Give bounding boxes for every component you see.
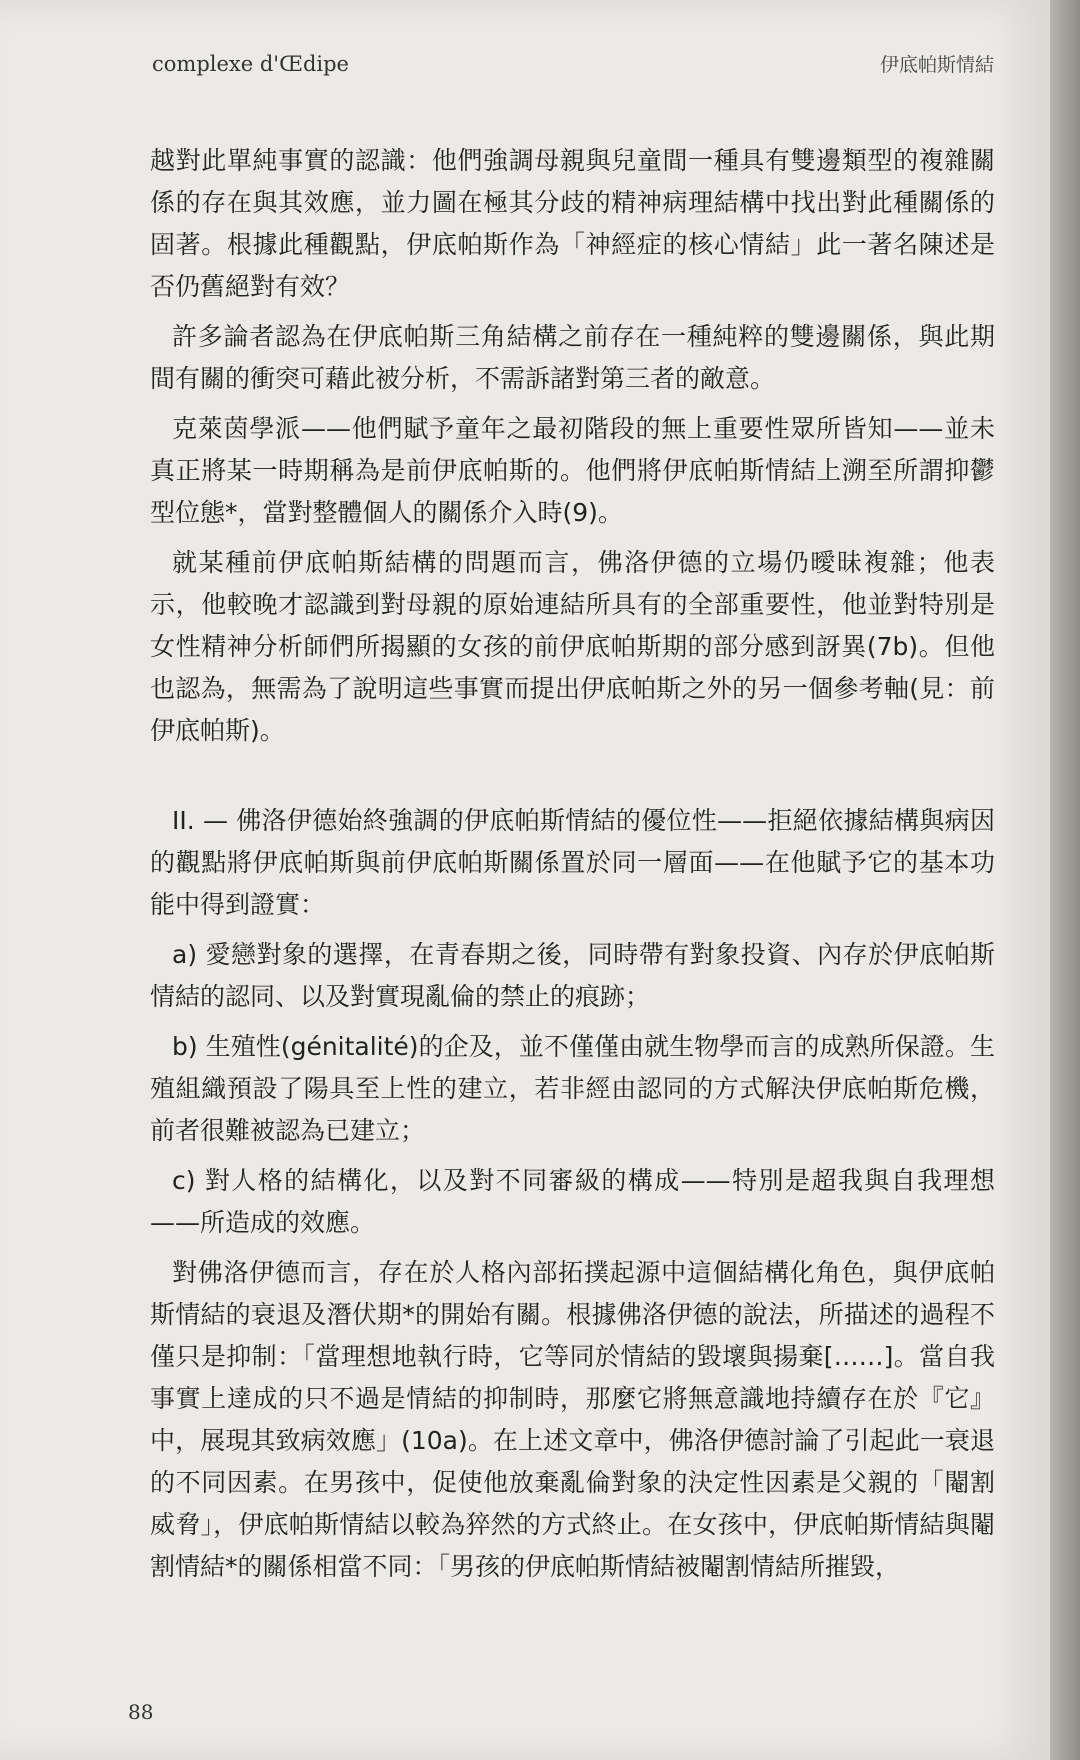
paragraph-3: 克萊茵學派——他們賦予童年之最初階段的無上重要性眾所皆知——並未真正將某一時期稱為是前伊底帕斯的。他們將伊底帕斯情結上溯至所謂抑鬱型位態*，當對整體個人的關係介入時(9)。: [150, 414, 995, 527]
book-spine-shadow: [1050, 0, 1080, 1760]
running-head-french: complexe d'Œdipe: [152, 52, 349, 76]
paragraph-section-ii: II. — 佛洛伊德始終強調的伊底帕斯情結的優位性——拒絕依據結構與病因的觀點將伊底帕斯與前伊底帕斯關係置於同一層面——在他賦予它的基本功能中得到證實：: [150, 806, 995, 919]
list-item-c: c) 對人格的結構化，以及對不同審級的構成——特別是超我與自我理想——所造成的效應。: [150, 1166, 995, 1237]
page-number: 88: [128, 1700, 154, 1724]
running-head-chinese: 伊底帕斯情結: [880, 54, 995, 76]
paragraph-final: 對佛洛伊德而言，存在於人格內部拓撲起源中這個結構化角色，與伊底帕斯情結的衰退及潛伏期*的開始有關。根據佛洛伊德的說法，所描述的過程不僅只是抑制：「當理想地執行時，它等同於情結的毀壞與揚棄[……]。當自我事實上達成的只不過是情結的抑制時，那麼它將無意識地持續存在於『它』中，展現其致病效應」(10a)。在上述文章中，佛洛伊德討論了引起此一衰退的不同因素。在男孩中，促使他放棄亂倫對象的決定性因素是父親的「閹割威脅」，伊底帕斯情結以較為猝然的方式終止。在女孩中，伊底帕斯情結與閹割情結*的關係相當不同：「男孩的伊底帕斯情結被閹割情結所摧毀，: [150, 1258, 995, 1581]
paragraph-1: 越對此單純事實的認識：他們強調母親與兒童間一種具有雙邊類型的複雜關係的存在與其效應，並力圖在極其分歧的精神病理結構中找出對此種關係的固著。根據此種觀點，伊底帕斯作為「神經症的核心情結」此一著名陳述是否仍舊絕對有效？: [150, 146, 995, 301]
section-gap: [150, 760, 995, 800]
list-item-a: a) 愛戀對象的選擇，在青春期之後，同時帶有對象投資、內存於伊底帕斯情結的認同、以及對實現亂倫的禁止的痕跡；: [150, 940, 995, 1011]
list-item-b: b) 生殖性(génitalité)的企及，並不僅僅由就生物學而言的成熟所保證。生殖組織預設了陽具至上性的建立，若非經由認同的方式解決伊底帕斯危機，前者很難被認為已建立；: [150, 1032, 995, 1145]
paragraph-2: 許多論者認為在伊底帕斯三角結構之前存在一種純粹的雙邊關係，與此期間有關的衝突可藉此被分析，不需訴諸對第三者的敵意。: [150, 322, 995, 393]
paragraph-4: 就某種前伊底帕斯結構的問題而言，佛洛伊德的立場仍曖昧複雜；他表示，他較晚才認識到對母親的原始連結所具有的全部重要性，他並對特別是女性精神分析師們所揭顯的女孩的前伊底帕斯期的部分感到訝異(7b)。但他也認為，無需為了說明這些事實而提出伊底帕斯之外的另一個參考軸(見：前伊底帕斯)。: [150, 548, 995, 745]
body-text: [150, 140, 995, 1596]
